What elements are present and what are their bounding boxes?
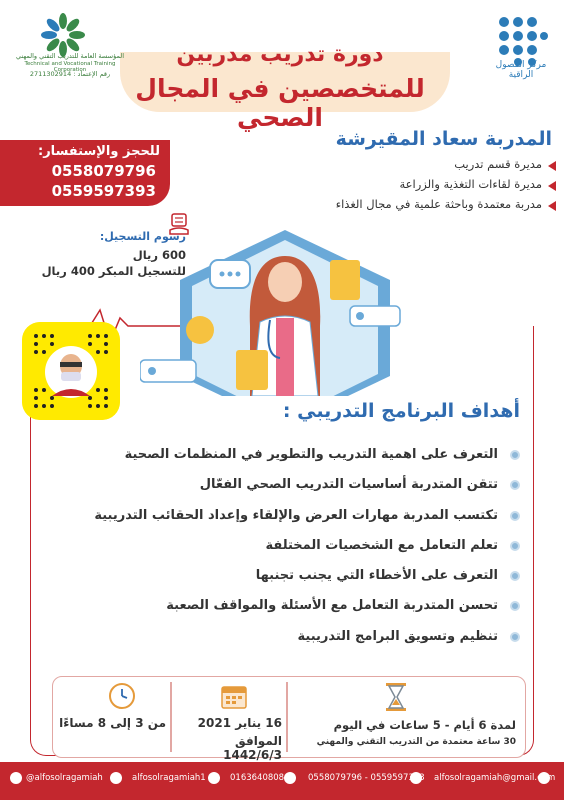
doctor-illustration-icon (140, 226, 430, 396)
clock-icon (108, 682, 136, 710)
instagram-icon (208, 772, 220, 784)
contact-phone-2[interactable]: 0559597393 (51, 182, 156, 200)
trainer-name: المدربة سعاد المقيرشة (335, 128, 552, 150)
course-title-line1: دورة تدريب مدربين (176, 42, 384, 67)
info-divider (286, 682, 288, 752)
course-date-hijri: الموافق 1442/6/3 (223, 734, 282, 762)
course-title-line2: للمتخصصين في المجال الصحي (135, 74, 425, 132)
snapchat-icon (10, 772, 22, 784)
goals-title: أهداف البرنامج التدريبي : (282, 400, 520, 422)
phone-icon (284, 772, 296, 784)
footer-handle-2[interactable]: @alfosolragamiah (26, 773, 103, 783)
goal-item: تنظيم وتسويق البرامج التدريبية (60, 622, 520, 652)
fee-label: رسوم التسجيل: (99, 230, 186, 243)
goal-item: التعرف على اهمية التدريب والتطوير في المنظمات الصحية (60, 440, 520, 470)
contact-label: للحجز والإستفسار: (38, 144, 160, 159)
hourglass-icon (382, 682, 410, 712)
tvtc-name-en: Technical and Vocational Training Corporation (24, 61, 116, 73)
footer-phones[interactable]: 0558079796 - 0559597393 (308, 773, 425, 783)
footer-email[interactable]: alfosolragamiah@gmail.com (434, 773, 556, 783)
goal-item: تكتسب المدربة مهارات العرض والإلقاء وإعداد الحقائب التدريبية (60, 501, 520, 531)
course-duration: لمدة 6 أيام - 5 ساعات في اليوم (333, 718, 516, 732)
center-logo-text: مركز الفصول الراقية (495, 60, 547, 80)
info-divider (170, 682, 172, 752)
course-time: من 3 إلى 8 مساءًا (59, 716, 166, 730)
footer-landline[interactable]: 0163640808 (230, 773, 285, 783)
contact-phone-1[interactable]: 0558079796 (51, 162, 156, 180)
course-accredited-hours: 30 ساعة معتمدة من التدريب التقني والمهني (316, 737, 516, 747)
goals-list (60, 440, 520, 652)
goal-item: التعرف على الأخطاء التي يجنب تجنبها (60, 561, 520, 591)
trainer-roles (270, 157, 556, 217)
snapcode-icon[interactable] (22, 322, 120, 420)
fee-regular: 600 ريال (132, 248, 186, 262)
footer-handle-1[interactable]: alfosolragamiah1 (132, 773, 206, 783)
trainer-role: مديرة قسم تدريب (270, 157, 556, 171)
goal-item: تعلم التعامل مع الشخصيات المختلفة (60, 531, 520, 561)
tvtc-name: المؤسسة العامة للتدريب التقني والمهني (15, 52, 125, 60)
goal-item: تحسن المتدربة التعامل مع الأسئلة والمواقف الصعبة (60, 591, 520, 621)
accreditation-number: رقم الإعتماد : 2711302914 (29, 70, 111, 78)
goal-item: تتقن المتدربة أساسيات التدريب الصحي الفعّال (60, 470, 520, 500)
trainer-role: مديرة لقاءات التغذية والزراعة (270, 177, 556, 191)
fee-early: للتسجيل المبكر 400 ريال (41, 264, 186, 278)
twitter-icon (110, 772, 122, 784)
calendar-icon (220, 682, 248, 710)
trainer-role: مدربة معتمدة وباحثة علمية في مجال الغذاء (270, 197, 556, 211)
course-date: 16 يناير 2021 (197, 716, 282, 730)
